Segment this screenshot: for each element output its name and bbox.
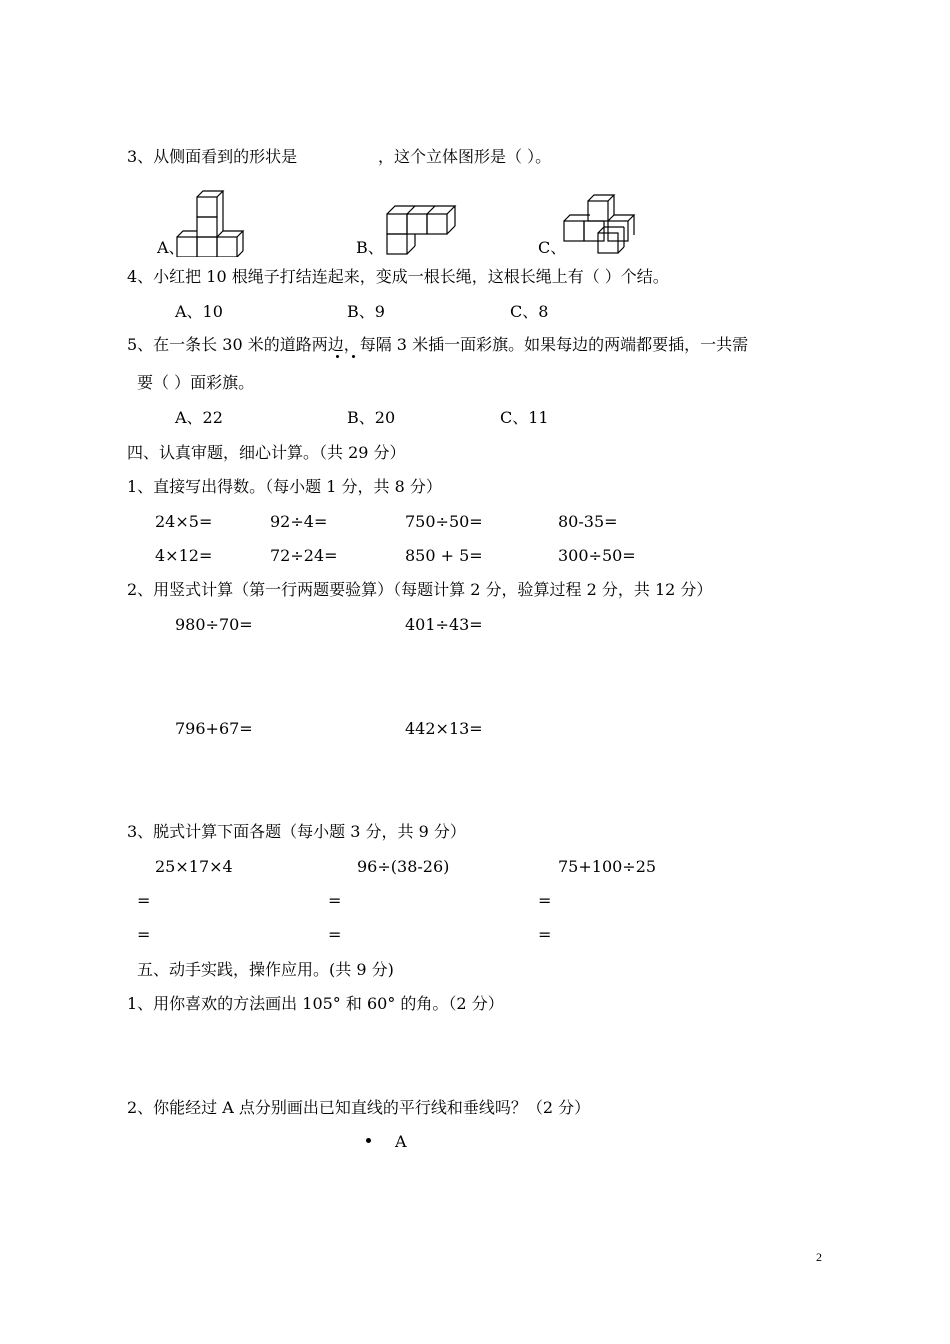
equals-sign: = [137, 891, 151, 910]
vertical-calc-item: 442×13= [405, 719, 483, 738]
q4-option-a: A、10 [175, 302, 223, 321]
oral-calc-item: 24×5= [155, 512, 213, 531]
vertical-calc-item: 401÷43= [405, 615, 483, 634]
q5-option-b: B、20 [347, 408, 396, 427]
q5-option-c: C、11 [500, 408, 549, 427]
oral-calc-item: 92÷4= [270, 512, 328, 531]
emphasis-dot [352, 355, 355, 358]
oral-calc-item: 80-35= [558, 512, 618, 531]
q3-option-b-label: B、 [356, 238, 384, 257]
q3-option-a-figure [173, 187, 253, 257]
vertical-calc-item: 980÷70= [175, 615, 253, 634]
q3-option-b-figure [383, 200, 468, 258]
q4-option-b: B、9 [347, 302, 385, 321]
emphasis-dot [336, 355, 339, 358]
q3-option-c-label: C、 [538, 238, 567, 257]
page-number: 2 [816, 1250, 822, 1264]
oral-calc-item: 4×12= [155, 546, 213, 565]
equals-sign: = [328, 925, 342, 944]
equals-sign: = [328, 891, 342, 910]
equals-sign: = [538, 891, 552, 910]
section4-part2-title: 2、用竖式计算（第一行两题要验算）（每题计算 2 分，验算过程 2 分，共 12 分） [127, 580, 713, 599]
section5-part2: 2、你能经过 A 点分别画出已知直线的平行线和垂线吗？（2 分） [127, 1098, 591, 1117]
q5-line2: 要（ ）面彩旗。 [137, 373, 255, 392]
section4-title: 四、认真审题，细心计算。（共 29 分） [127, 443, 406, 462]
equals-sign: = [538, 925, 552, 944]
q4-option-c: C、8 [510, 302, 549, 321]
section5-part1: 1、用你喜欢的方法画出 105° 和 60° 的角。（2 分） [127, 994, 504, 1013]
step-calc-expression: 25×17×4 [155, 857, 233, 876]
oral-calc-item: 850 + 5= [405, 546, 483, 565]
step-calc-expression: 75+100÷25 [558, 857, 657, 876]
q3-option-c-figure [560, 193, 645, 258]
vertical-calc-item: 796+67= [175, 719, 253, 738]
oral-calc-item: 750÷50= [405, 512, 483, 531]
q3-text-part2: ，这个立体图形是（ ）。 [378, 147, 552, 166]
q5-option-a: A、22 [175, 408, 223, 427]
oral-calc-item: 300÷50= [558, 546, 636, 565]
q3-option-a-label: A、 [157, 238, 185, 257]
q4-text: 4、小红把 10 根绳子打结连起来，变成一根长绳，这根长绳上有（ ）个结。 [127, 267, 669, 286]
section4-part3-title: 3、脱式计算下面各题（每小题 3 分，共 9 分） [127, 822, 466, 841]
equals-sign: = [137, 925, 151, 944]
step-calc-expression: 96÷(38-26) [357, 857, 450, 876]
section5-title: 五、动手实践，操作应用。(共 9 分) [137, 960, 394, 979]
q3-text-part1: 3、从侧面看到的形状是 [127, 147, 298, 166]
point-a-marker [366, 1138, 371, 1143]
oral-calc-item: 72÷24= [270, 546, 338, 565]
section4-part1-title: 1、直接写出得数。（每小题 1 分，共 8 分） [127, 477, 442, 496]
q5-line1: 5、在一条长 30 米的道路两边，每隔 3 米插一面彩旗。如果每边的两端都要插，一共需 [127, 335, 749, 354]
point-a-label: A [395, 1132, 407, 1151]
